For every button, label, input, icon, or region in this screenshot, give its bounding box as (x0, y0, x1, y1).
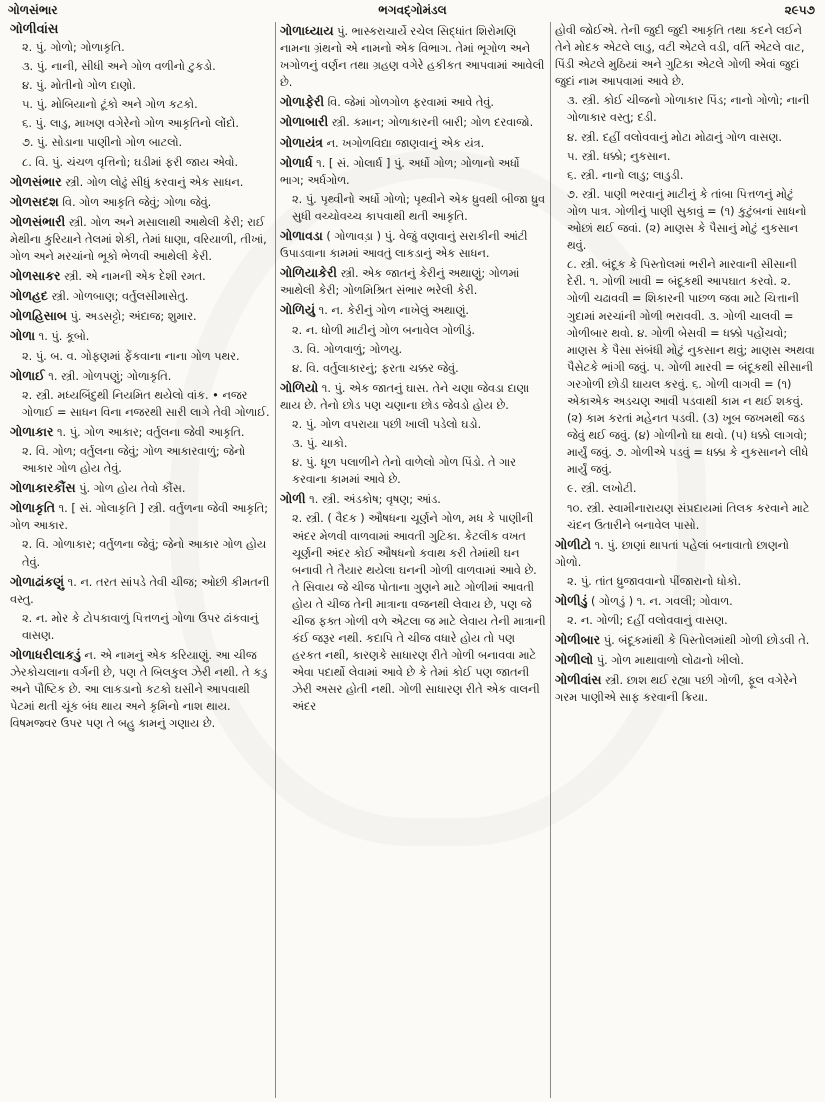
definition-text: પું. બંદૂકમાંથી કે પિસ્તોલમાંથી ગોળી છોડવી તે. (600, 634, 810, 648)
page-number: ૨૯૫૭ (784, 3, 815, 17)
definition-text: ૨. ન. ધોળી માટીનું ગોળ બનાવેલ ગોળીડું. (292, 323, 476, 337)
definition-text: પું. અડસટ્ટો; અંદાજ; શુમાર. (66, 310, 197, 324)
entry-sense (10, 610, 271, 644)
running-head-title: ભગવદ્ગોમંડલ (378, 3, 447, 17)
definition-text: સ્ત્રી. ગોળબાણ; વર્તુલસીમાસેતુ. (47, 290, 189, 304)
entry-sense (555, 256, 815, 478)
entry-sense (555, 167, 815, 184)
headword: ગોળહદ (10, 288, 48, 304)
definition-text: ૪. પું. મોતીનો ગોળ દાણો. (22, 79, 136, 93)
continued-headword: ગોળીવાંસ (10, 22, 59, 37)
column-left (6, 22, 276, 1098)
definition-text: ૧. સ્ત્રી. ગોળપણું; ગોળાકૃતિ. (44, 369, 172, 383)
definition-text: ૧. પું. કૂબો. (35, 330, 90, 344)
headword: ગોળાફેરી (280, 94, 325, 110)
entry-sense (555, 480, 815, 497)
definition-text: ૨. ન. ગોળી; દહીં વલોવવાનું વાસણ. (567, 614, 728, 628)
headword: ગોળિયાકેરી (280, 265, 337, 281)
dictionary-entry (10, 479, 271, 497)
entry-sense (280, 341, 546, 358)
headword: ગોળાઢાંકણું (10, 573, 65, 589)
dictionary-entry (10, 213, 271, 265)
headword: ગોળીટો (555, 536, 591, 552)
definition-text: ૧. ન. તરત સાંપડે તેવી ચીજ; ઓછી કીમતની વસ્તુ. (10, 575, 270, 606)
entry-sense (555, 612, 815, 629)
headword: ગોળાવડા (280, 228, 323, 244)
headword: ગોળાધરીલાકડું (10, 647, 81, 662)
definition-text: ૬. પું. લાડુ, માખણ વગેરેનો ગોળ આકૃતિનો લોંદો. (22, 117, 239, 131)
headword: ગોળા (10, 328, 36, 344)
headword: ગોળાર્ધ (280, 154, 313, 170)
headword: ગોળીલો (555, 652, 594, 668)
column-middle (276, 22, 551, 1098)
headword: ગોળાયંત્ર (280, 134, 323, 150)
entry-sense (10, 77, 271, 94)
dictionary-entry (280, 264, 546, 299)
entry-sense (10, 348, 271, 365)
definition-text: ૨. પું. બ. વ. ગોફણમાં ફેંકવાના નાના ગોળ પથર. (22, 349, 240, 363)
definition-text: ૮. સ્ત્રી. બંદૂક કે પિસ્તોલમાં ભરીને મારવાની સીસાની દેરી. ૧. ગોળી ખાવી = બંદૂકથી આપઘાત કરવો. ૨. ગોળી ચઢાવવી = શિકારની પાછળ જવા માટે ચિત્તાની ગુદામાં મરચાંની ગોળી ભરાવવી. ૩. ગોળી ચાલવી = ગોળીબાર થવો. ૪. ગોળી બેસવી = ધક્કો પહોંચવો; માણસ કે પૈસા સંબંધી મોટું નુકસાન થવું; માણસ અથવા પૈસેટકે ભાંગી જવું. ૫. ગોળી મારવી = બંદૂકથી સીસાની ગરગોળી છોડી ઘાયલ કરવું. ૬. ગોળી વાગવી = (૧) એકાએક અડચણ આવી પડવાથી કામ ન થઈ શકવું. (૨) કામ કરતાં મહેનત પડવી. (૩) ખૂબ જખમથી જડ જેવું થઈ જવું. (૪) ગોળીનો ઘા થવો. (૫) ધક્કો લાગવો; માર્યું જવું. ૭. ગોળીએ પડવું = ધક્કા કે નુકસાનને લીધે માર્યું જવું. (567, 258, 815, 477)
dictionary-entry (10, 499, 271, 534)
dictionary-entry (555, 536, 815, 571)
entry-sense (280, 416, 546, 433)
entry-sense (10, 154, 271, 171)
dictionary-entry (10, 267, 271, 285)
definition-text: ૪. પું. ધૂળ પલાળીને તેનો વાળેલો ગોળ પિંડો. તે ગાર કરવાના કામમાં આવે છે. (292, 456, 516, 487)
page-header (0, 0, 825, 22)
entry-sense (280, 360, 546, 377)
headword: ગોળસદશ (10, 193, 59, 209)
dictionary-entry (280, 113, 546, 131)
definition-text: ૫. પું. મોબિયાનો ટૂંકો અને ગોળ કટકો. (22, 98, 198, 112)
entry-sense (555, 573, 815, 590)
entry-sense (555, 129, 815, 146)
definition-text: પું. ભાસ્કરાચાર્યે રચેલ સિદ્ધાંત શિરોમણિ નામના ગ્રંથનો એ નામનો એક વિભાગ. તેમાં ભૂગોળ અને ખગોળનું વર્ણન તથા ગ્રહણ વગેરે હકીકત આપવામાં આવેલી છે. (280, 25, 545, 90)
entry-sense (10, 96, 271, 113)
dictionary-entry (10, 367, 271, 385)
dictionary-entry (280, 301, 546, 319)
dictionary-entry (10, 327, 271, 345)
headword: ગોળિયું (280, 302, 316, 318)
definition-text: ૨. પું. પૃથ્વીનો અર્ધો ગોળો; પૃથ્વીને એક ધ્રુવથી બીજા ધ્રુવ સુધી વચ્ચોવચ્ચ કાપવાથી થતી આકૃતિ. (292, 192, 546, 223)
dictionary-entry (10, 573, 271, 608)
definition-text: ૨. વિ. ગોળ; વર્તુલના જેવું; ગોળ આકારવાળું; જેનો આકાર ગોળ હોય તેવું. (22, 444, 246, 476)
definition-text: ૮. વિ. પું. ચંચળ વૃત્તિનો; ઘડીમાં ફરી જાય એવો. (22, 155, 239, 169)
headword: ગોળીડું (555, 593, 588, 608)
definition-text: ૧૦. સ્ત્રી. સ્વામીનારાયણ સંપ્રદાયમાં તિલક કરવાને માટે ચંદન ઉતારીને બનાવેલ પાસો. (567, 501, 810, 532)
definition-text: સ્ત્રી. એ નામની એક દેશી રમત. (60, 270, 206, 284)
definition-text: ૨. વિ. ગોળાકાર; વર્તુળના જેવું; જેનો આકાર ગોળ હોય તેવું. (22, 538, 267, 569)
column-right (551, 22, 819, 1098)
entry-sense (555, 186, 815, 254)
dictionary-entry (280, 379, 546, 414)
dictionary-entry (280, 22, 546, 91)
dictionary-entry (10, 646, 271, 732)
headword: ગોળહિસાબ (10, 308, 67, 324)
definition-text: ૪. વિ. વર્તુલાકારનું; ફરતા ચક્કર જેવું. (292, 361, 459, 375)
entry-sense (10, 134, 271, 151)
headword: ગોળિયો (280, 379, 319, 395)
entry-sense (555, 148, 815, 165)
dictionary-entry (10, 423, 271, 441)
entry-sense (10, 443, 271, 477)
definition-text: ૧. પું. છાણાં થાપતાં પહેલાં બનાવાતો છાણનો ગોળો. (555, 538, 789, 569)
definition-text: ૨. પું. ગોળો; ગોળાકૃતિ. (22, 41, 125, 54)
entry-sense (280, 191, 546, 225)
dictionary-entry (280, 227, 546, 262)
dictionary-entry (555, 651, 815, 669)
entry-sense (280, 454, 546, 488)
definition-text: ૧. [ સં. ગોલાર્ધ ] પું. અર્ધો ગોળ; ગોળાનો અર્ધો ભાગ; અર્ધગોળ. (280, 156, 520, 187)
definition-text: ૨. સ્ત્રી. મધ્યબિંદુથી નિયમિત થયેલો વાંક. • નજર ગોળાઈ = સાધન વિના નજરથી સારી લાગે તેવી ગોળાઈ. (22, 388, 270, 419)
definition-text: ૭. સ્ત્રી. પાણી ભરવાનું માટીનું કે તાંબા પિત્તળનું મોટું ગોળ પાત્ર. ગોળીનું પાણી સુકાવું = (૧) કુટુંબનાં સાધનો ઓછાં થઈ જવાં. (૨) માણસ કે પૈસાનું મોટું નુકસાન થવું. (567, 187, 807, 253)
definition-text: ૨. ન. મોર કે ટોપકાવાળું પિત્તળનું ગોળા ઉપર ઢાંકવાનું વાસણ. (22, 611, 259, 642)
dictionary-entry (555, 671, 815, 706)
running-head-left: ગોળસંભાર (8, 3, 58, 17)
definition-text: સ્ત્રી. છાશ થઈ રહ્યા પછી ગોળી, ફૂલ વગેરેને ગરમ પાણીએ સાફ કરવાની ક્રિયા. (555, 674, 798, 705)
definition-text: ૪. સ્ત્રી. દહીં વલોવવાનું મોટા મોઢાનું ગોળ વાસણ. (567, 130, 782, 144)
definition-text: ન. ખગોળવિદ્યા જાણવાનું એક યંત્ર. (323, 136, 485, 150)
headword: ગોળાકારકૌંસ (10, 480, 76, 496)
definition-text: ૧. પું. ગોળ આકાર; વર્તુલના જેવી આકૃતિ. (53, 425, 245, 439)
entry-sense (555, 92, 815, 126)
headword: ગોળસંભારી (10, 213, 66, 229)
definition-text: સ્ત્રી. ગોળ લોઢું સીધું કરવાનું એક સાધન. (61, 175, 244, 189)
entry-sense (280, 510, 546, 715)
headword: ગોળીવાંસ (555, 672, 602, 688)
entry-sense (10, 115, 271, 132)
definition-text: ૧. ન. કેરીનું ગોળ નાખેલું અથાણું. (315, 304, 469, 318)
definition-text: સ્ત્રી. ગોળ અને મસાલાથી આથેલી કેરી; રાઈ મેથીના કુરિયાને તેલમાં શેકી, તેમાં ધાણા, વરિયાળી, તીખાં, ગોળ અને મરચાંનો ભૂકો ભેળવી આથેલી કેરી. (10, 215, 267, 264)
entry-sense (10, 536, 271, 570)
definition-text: ન. એ નામનું એક કરિયાણું. આ ચીજ ઝેરકોચલાના વર્ગની છે, પણ તે બિલકુલ ઝેરી નથી. તે કડુ અને પૌષ્ટિક છે. આ લાકડાનો કટકો ઘસીને આપવાથી પેટમાં થતી ચૂંક બંધ થાય અને કૃમિનો નાશ થાય. વિષમજ્વર ઉપર પણ તે બહુ કામનું ગણાય છે. (10, 649, 268, 731)
definition-text: વિ. જેમાં ગોળગોળ ફરવામાં આવે તેવું. (324, 96, 494, 110)
definition-text: હોવી જોઈએ. તેની જુદી જુદી આકૃતિ તથા કદને લઈને તેને મોદક એટલે લાડુ, વટી એટલે વડી, વર્તિ એટલે વાટ, પિંડી એટલે મુઠિયાં અને ગુટિકા એટલે ગોળી એવાં જુદાં જુદાં નામ આપવામાં આવે છે. (555, 24, 805, 89)
dictionary-entry (280, 154, 546, 189)
dictionary-columns (6, 22, 819, 1098)
definition-text: ( ગોળડું ) ૧. ન. ગવલી; ગોવાળ. (587, 595, 733, 608)
headword: ગોળાઈ (10, 367, 45, 383)
definition-text: પું. ગોળ માથાવાળો લોઢાનો ખીલો. (593, 654, 744, 668)
headword: ગોળાકાર (10, 423, 54, 439)
headword: ગોળસંભાર (10, 173, 62, 189)
dictionary-entry (280, 134, 546, 152)
headword: ગોળી (280, 491, 306, 507)
headword: ગોળાકૃતિ (10, 500, 56, 516)
definition-text: ૩. પું. ચાકો. (292, 437, 348, 451)
dictionary-entry (10, 193, 271, 211)
entry-sense (10, 39, 271, 56)
entry-sense (10, 387, 271, 421)
definition-text: સ્ત્રી. એક જાતનું કેરીનું અથાણું; ગોળમાં આથેલી કેરી; ગોળમિશ્રિત સંભાર ભરેલી કેરી. (280, 267, 520, 298)
entry-sense (555, 500, 815, 534)
definition-text: ૨. પું. ગોળ વપરાયા પછી ખાલી પડેલો ઘડો. (292, 417, 482, 431)
definition-text: સ્ત્રી. કમાન; ગોળાકારની બારી; ગોળ દરવાજો. (328, 116, 534, 130)
entry-sense (10, 58, 271, 75)
definition-text: ૨. પું. તાંત ધ્રુજાવવાનો પીંજારાનો ધોકો. (567, 574, 742, 588)
definition-text: ૨. સ્ત્રી. ( વૈદક ) ઔષધના ચૂર્ણને ગોળ, મધ કે પાણીની અંદર મેળવી વાળવામાં આવતી ગુટિકા. કેટલીક વખત ચૂર્ણની અંદર કોઈ ઔષધનો કવાથ કરી તેમાંથી ઘન બનાવી તે તૈયાર થયેલા ઘનની ગોળી વાળવામાં આવે છે. તે સિવાય જે ચીજ પોતાના ગુણને માટે ગોળીમાં આવતી હોય તે ચીજ તેની માત્રાના વજનથી લેવાય છે, પણ જે ચીજ ફક્ત ગોળી વળે એટલા જ માટે લેવાય તેની માત્રાની કંઈ જરૂર નથી. કદાપિ તે ચીજ વધારે હોય તો પણ હરકત નથી, કારણકે સાધારણ રીતે ગોળી બનાવવા માટે એવા પદાર્થો લેવામાં આવે છે કે તેમાં કોઈ પણ જાતની ઝેરી અસર હોતી નથી. ગોળી સાધારણ રીતે એક વાલની અંદર (292, 512, 546, 714)
definition-text: ( ગોળાવડ઼ા ) પું. વેજું વણવાનું સરાકીની આંટી ઉપાડવાના કામમાં આવતું લાકડાનું એક સાધન. (280, 230, 528, 261)
definition-text: ૬. સ્ત્રી. નાનો લાડુ; લાડુડી. (567, 168, 684, 182)
dictionary-entry (10, 287, 271, 305)
headword: ગોળાધ્યાય (280, 23, 334, 38)
definition-text: વિ. ગોળ આકૃતિ જેવું; ગોળા જેવું. (58, 195, 212, 209)
dictionary-entry (10, 173, 271, 191)
headword: ગોળાબારી (280, 114, 329, 130)
dictionary-entry (280, 490, 546, 508)
definition-text: ૯. સ્ત્રી. લખોટી. (567, 482, 637, 496)
definition-text: ૩. પું. નાની, સીધી અને ગોળ વળીનો ટુકડો. (22, 60, 216, 74)
headword: ગોળસાકર (10, 268, 61, 284)
entry-sense (280, 322, 546, 339)
definition-text: ૧. [ સં. ગોલાકૃતિ ] સ્ત્રી. વર્તુળના જેવી આકૃતિ; ગોળ આકાર. (10, 502, 269, 533)
definition-text: પું. ગોળ હોય તેવો કૌંસ. (75, 482, 186, 496)
dictionary-entry (555, 592, 815, 610)
definition-text: ૩. વિ. ગોળવાળું; ગોળયુ. (292, 342, 403, 356)
dictionary-entry (10, 307, 271, 325)
entry-sense (555, 22, 815, 90)
definition-text: ૧. પું. એક જાતનું ઘાસ. તેને ચણા જેવડા દાણા થાય છે. તેનો છોડ પણ ચણાના છોડ જેવડો હોય છે. (280, 381, 530, 412)
definition-text: ૧. સ્ત્રી. અંડકોષ; વૃષણ; આંડ. (305, 493, 441, 507)
definition-text: ૫. સ્ત્રી. ધક્કો; નુકસાન. (567, 149, 671, 163)
entry-sense (280, 435, 546, 452)
dictionary-entry (280, 93, 546, 111)
definition-text: ૩. સ્ત્રી. કોઈ ચીજનો ગોળાકાર પિંડ; નાનો ગોળો; નાની ગોળાકાર વસ્તુ; દડી. (567, 94, 810, 125)
definition-text: ૭. પું. સોડાના પાણીનો ગોળ બાટલો. (22, 136, 183, 150)
dictionary-entry (555, 631, 815, 649)
headword: ગોળીબાર (555, 632, 601, 648)
